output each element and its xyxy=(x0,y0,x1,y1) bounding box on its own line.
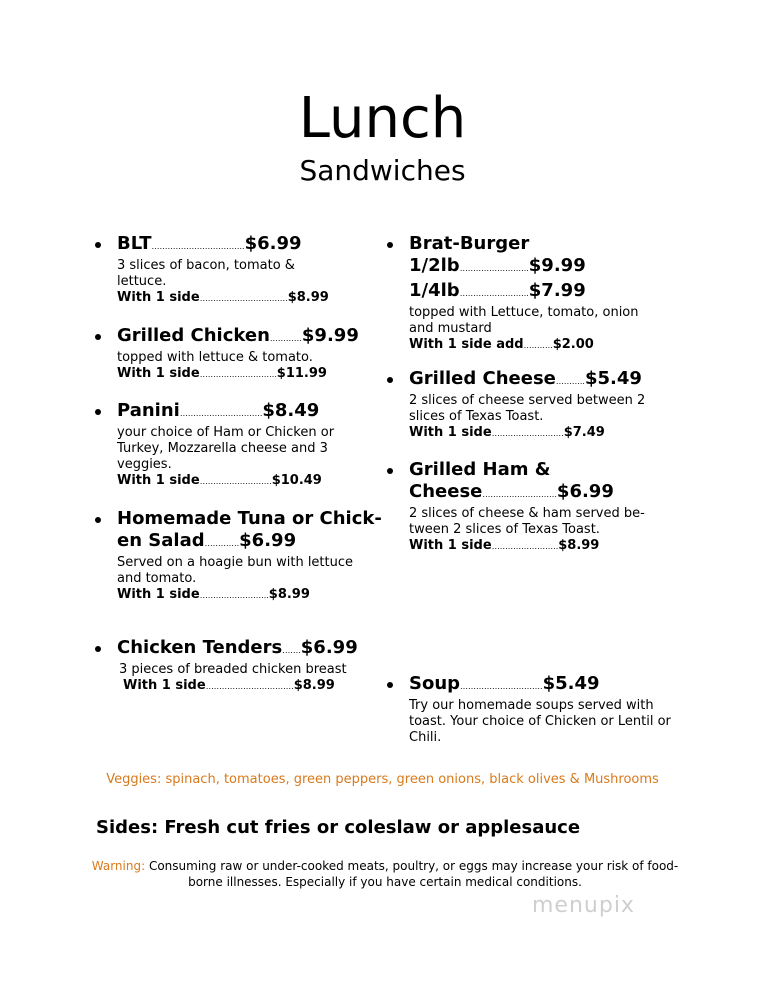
item-side-price: With 1 side……………………………$8.99 xyxy=(117,290,329,305)
bullet-icon xyxy=(95,517,101,523)
item-description: 2 slices of cheese & ham served be-tween 2 slices of Texas Toast. xyxy=(409,506,645,537)
item-description: 3 slices of bacon, tomato & lettuce. xyxy=(117,258,295,289)
item-name-line: Brat-Burger xyxy=(409,233,530,254)
item-side-price: With 1 side……………………..$8.99 xyxy=(117,587,310,602)
item-description: topped with Lettuce, tomato, onion and mustard xyxy=(409,305,639,336)
menu-item-brat-burger xyxy=(409,233,679,354)
item-name-line: BLT……………………………..$6.99 xyxy=(117,233,302,254)
warning-text: Consuming raw or under-cooked meats, poultry, or eggs may increase your risk of food-borne illnesses. Especially if you have certain medical conditions. xyxy=(145,859,679,889)
warning-label: Warning: xyxy=(91,859,146,873)
menu-item-tuna-chicken-salad xyxy=(117,508,387,604)
menu-item-soup xyxy=(409,673,679,746)
item-size-price-2: 1/4lb……………………..$7.99 xyxy=(409,280,586,301)
item-description: topped with lettuce & tomato. xyxy=(117,350,313,365)
item-name-line-1: Homemade Tuna or Chick- xyxy=(117,508,382,529)
item-name-line-2: en Salad………….$6.99 xyxy=(117,530,297,551)
bullet-icon xyxy=(95,242,101,248)
menu-item-grilled-ham-cheese xyxy=(409,459,679,555)
menu-item-panini xyxy=(117,400,387,490)
bullet-icon xyxy=(387,242,393,248)
item-side-price: With 1 side………………………$10.49 xyxy=(117,473,322,488)
item-name-line-1: Grilled Ham & xyxy=(409,459,551,480)
warning-note xyxy=(90,858,680,890)
item-side-price: With 1 side…………………….$8.99 xyxy=(409,538,600,553)
menu-item-chicken-tenders xyxy=(117,637,387,695)
veggies-note: Veggies: spinach, tomatoes, green peppers, green onions, black olives & Mushrooms xyxy=(106,772,659,787)
page-title: Lunch xyxy=(298,86,467,151)
item-description: 2 slices of cheese served between 2 slices of Texas Toast. xyxy=(409,393,646,424)
item-description: 3 pieces of breaded chicken breast xyxy=(119,662,347,677)
sides-note: Sides: Fresh cut fries or coleslaw or applesauce xyxy=(96,817,581,838)
bullet-icon xyxy=(387,377,393,383)
watermark-logo: menupix xyxy=(532,893,635,918)
menu-item-grilled-cheese xyxy=(409,368,679,442)
bullet-icon xyxy=(387,682,393,688)
item-side-price: With 1 side………………………$7.49 xyxy=(409,425,605,440)
menu-item-blt xyxy=(117,233,387,307)
item-name-line: Soup………………………….$5.49 xyxy=(409,673,600,694)
item-side-price: With 1 side add………..$2.00 xyxy=(409,337,594,352)
bullet-icon xyxy=(95,646,101,652)
item-side-price: With 1 side……………………………$8.99 xyxy=(123,678,335,693)
item-name-line: Panini………………………….$8.49 xyxy=(117,400,320,421)
menu-item-grilled-chicken xyxy=(117,325,387,383)
item-name-line-2: Cheese……………………….$6.99 xyxy=(409,481,614,502)
bullet-icon xyxy=(95,334,101,340)
page-subtitle: Sandwiches xyxy=(299,154,466,187)
item-description: Try our homemade soups served with toast. Your choice of Chicken or Lentil or Chili. xyxy=(409,698,671,745)
item-name-line: Grilled Chicken…………$9.99 xyxy=(117,325,359,346)
item-description: your choice of Ham or Chicken or Turkey, Mozzarella cheese and 3 veggies. xyxy=(117,425,335,472)
bullet-icon xyxy=(95,409,101,415)
item-size-price-1: 1/2lb……………………..$9.99 xyxy=(409,255,586,276)
item-description: Served on a hoagie bun with lettuce and tomato. xyxy=(117,555,354,586)
item-side-price: With 1 side………………………..$11.99 xyxy=(117,366,327,381)
bullet-icon xyxy=(387,468,393,474)
item-name-line: Chicken Tenders…….$6.99 xyxy=(117,637,358,658)
item-name-line: Grilled Cheese………..$5.49 xyxy=(409,368,642,389)
